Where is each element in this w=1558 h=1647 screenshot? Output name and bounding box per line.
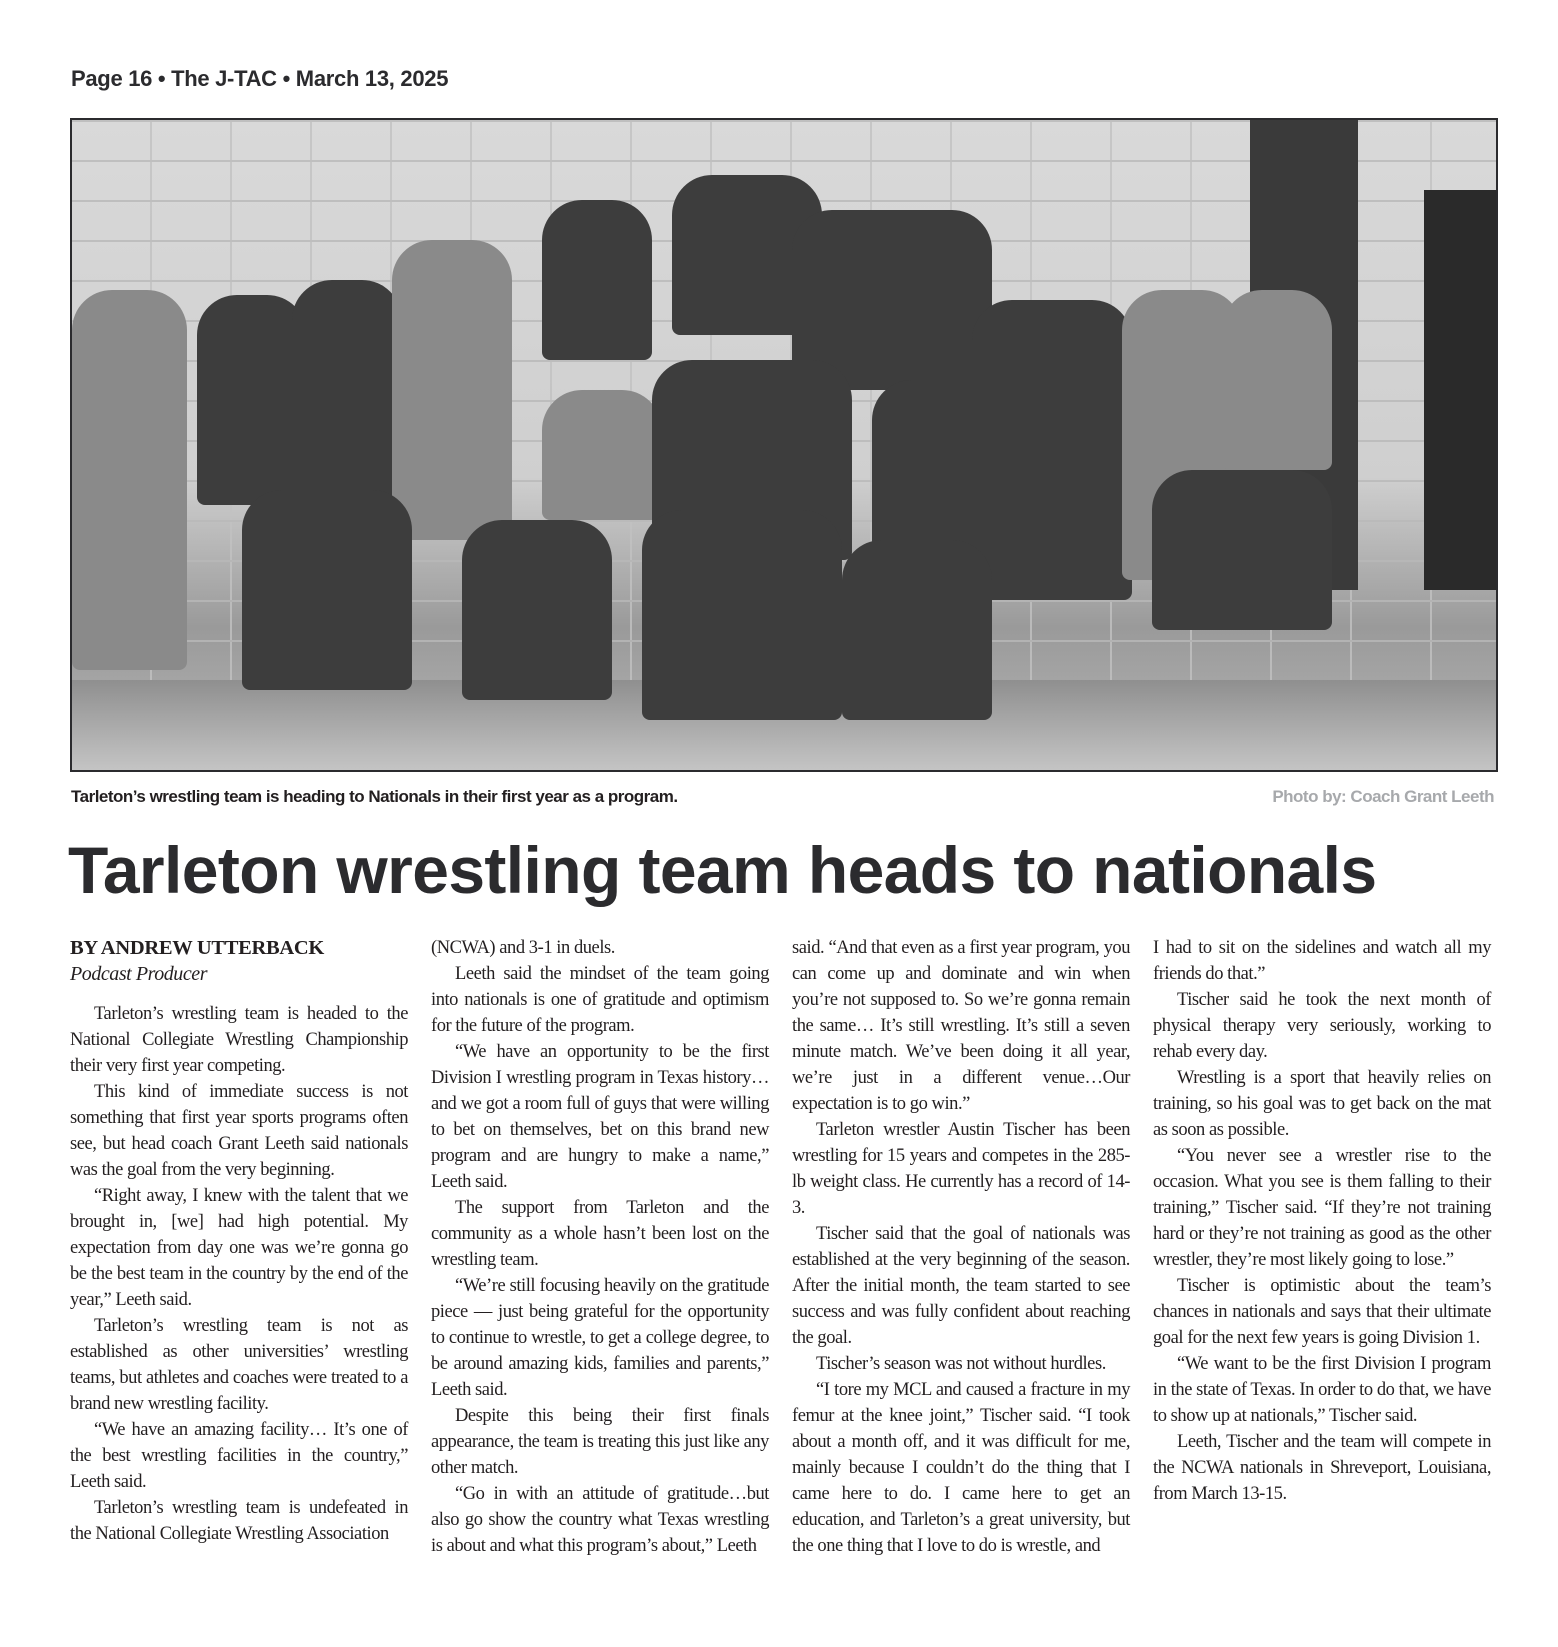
photo-figure <box>972 300 1132 600</box>
article-paragraph: “We want to be the first Division I program in the state of Texas. In order to do that, we have to show up at nationals,” Tischer said. <box>1153 1354 1491 1426</box>
article-paragraph: “We have an amazing facility… It’s one of the best wrestling facilities in the country,” Leeth said. <box>70 1420 408 1492</box>
article-paragraph: Tarleton’s wrestling team is not as established as other universities’ wrestling teams, but athletes and coaches were treated to a brand new wrestling facility. <box>70 1316 408 1414</box>
photo-figure <box>72 290 187 670</box>
photo-figure <box>242 490 412 690</box>
photo-figure <box>392 240 512 540</box>
article-paragraph: Leeth said the mindset of the team going into nationals is one of gratitude and optimism for the future of the program. <box>431 964 769 1036</box>
photo-figure <box>542 200 652 360</box>
article-paragraph: Despite this being their first finals appearance, the team is treating this just like any other match. <box>431 1406 769 1478</box>
article-paragraph: The support from Tarleton and the community as a whole hasn’t been lost on the wrestling team. <box>431 1198 769 1270</box>
photo-figure <box>462 520 612 700</box>
photo-figure <box>197 295 307 505</box>
photo-credit: Photo by: Coach Grant Leeth <box>1272 787 1494 806</box>
article-paragraph: said. “And that even as a first year program, you can come up and dominate and win when you’re not supposed to. So we’re gonna remain the same… It’s still wrestling. It’s still a seven minute match. We’ve been doing it all year, we’re just in a different venue…Our expectation is to go win.” <box>792 938 1130 1114</box>
team-photo <box>70 118 1498 772</box>
article-paragraph: Tarleton wrestler Austin Tischer has been wrestling for 15 years and competes in the 285-lb weight class. He currently has a record of 14-3. <box>792 1120 1130 1218</box>
article-paragraph: “You never see a wrestler rise to the occasion. What you see is them falling to their training,” Tischer said. “If they’re not training hard or they’re not training as good as the other wrestler, they’re most likely going to lose.” <box>1153 1146 1491 1270</box>
article-paragraph: Wrestling is a sport that heavily relies on training, so his goal was to get back on the mat as soon as possible. <box>1153 1068 1491 1140</box>
article-paragraph: “We have an opportunity to be the first Division I wrestling program in Texas history…and we got a room full of guys that were willing to bet on themselves, bet on this brand new program and are hungry to make a name,” Leeth said. <box>431 1042 769 1192</box>
article-paragraph: “Go in with an attitude of gratitude…but also go show the country what Texas wrestling is about and what this program’s about,” Leeth <box>431 1484 769 1556</box>
article-paragraph: Tischer said he took the next month of physical therapy very seriously, working to rehab every day. <box>1153 990 1491 1062</box>
article-column-3 <box>792 935 1130 1559</box>
photo-figure <box>842 540 992 720</box>
article-paragraph: Tarleton’s wrestling team is undefeated in the National Collegiate Wrestling Association <box>70 1498 408 1544</box>
photo-figure <box>642 510 842 720</box>
photo-caption: Tarleton’s wrestling team is heading to Nationals in their first year as a program. <box>71 787 678 806</box>
photo-figure <box>292 280 402 510</box>
article-paragraph: Tischer’s season was not without hurdles. <box>816 1354 1106 1374</box>
article-column-1 <box>70 935 408 1547</box>
byline-role: Podcast Producer <box>70 963 208 985</box>
article-paragraph: “We’re still focusing heavily on the gratitude piece — just being grateful for the opportunity to continue to wrestle, to get a college degree, to be around amazing kids, families and parents,” Leeth said. <box>431 1276 769 1400</box>
article-paragraph: “I tore my MCL and caused a fracture in my femur at the knee joint,” Tischer said. “I took about a month off, and it was difficult for me, mainly because I couldn’t do the thing that I came here to do. I came here to get an education, and Tarleton’s a great university, but the one thing that I love to do is wrestle, and <box>792 1380 1130 1556</box>
photo-figure <box>1152 470 1332 630</box>
page-folio: Page 16 • The J-TAC • March 13, 2025 <box>71 66 449 91</box>
article-paragraph: Leeth, Tischer and the team will compete in the NCWA nationals in Shreveport, Louisiana, from March 13-15. <box>1153 1432 1491 1504</box>
photo-figure <box>542 390 662 520</box>
byline-author: BY ANDREW UTTERBACK <box>70 937 325 959</box>
photo-figure <box>1222 290 1332 470</box>
article-paragraph: Tischer is optimistic about the team’s chances in nationals and says that their ultimate goal for the next few years is going Division 1. <box>1153 1276 1491 1348</box>
article-paragraph: Tischer said that the goal of nationals was established at the very beginning of the season. After the initial month, the team started to see success and was fully confident about reaching the goal. <box>792 1224 1130 1348</box>
article-column-4 <box>1153 935 1491 1507</box>
article-headline: Tarleton wrestling team heads to nationals <box>68 833 1377 907</box>
article-paragraph: Tarleton’s wrestling team is headed to the National Collegiate Wrestling Championship their very first year competing. <box>70 1004 408 1076</box>
article-column-2 <box>431 935 769 1559</box>
article-paragraph: I had to sit on the sidelines and watch all my friends do that.” <box>1153 938 1491 984</box>
article-paragraph: (NCWA) and 3-1 in duels. <box>431 938 615 958</box>
photo-door <box>1424 190 1496 590</box>
article-paragraph: “Right away, I knew with the talent that we brought in, [we] had high potential. My expectation from day one was we’re gonna go be the best team in the country by the end of the year,” Leeth said. <box>70 1186 408 1310</box>
article-paragraph: This kind of immediate success is not something that first year sports programs often see, but head coach Grant Leeth said nationals was the goal from the very beginning. <box>70 1082 408 1180</box>
